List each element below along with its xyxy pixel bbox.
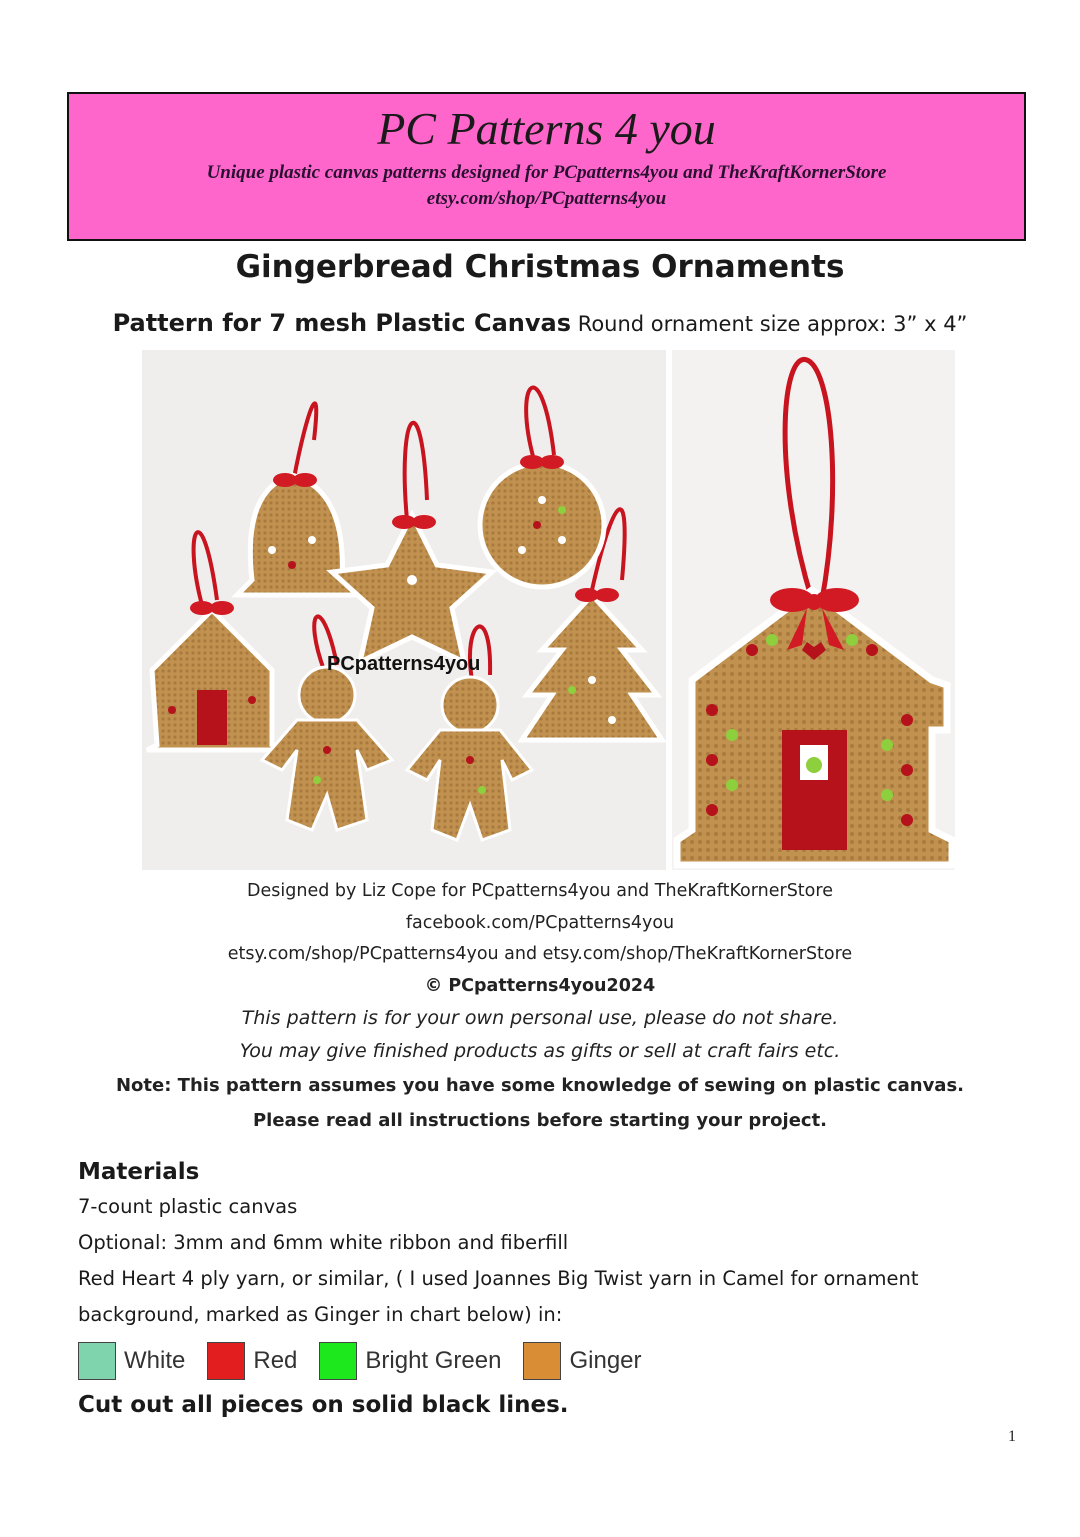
materials-item: Optional: 3mm and 6mm white ribbon and fiberfill — [78, 1231, 569, 1254]
swatch-box — [207, 1342, 245, 1380]
color-key — [78, 1339, 998, 1383]
designer-credit: Designed by Liz Cope for PCpatterns4you and TheKraftKornerStore — [247, 881, 833, 901]
swatch-label: White — [124, 1347, 186, 1374]
subtitle-pattern-type: Pattern for 7 mesh Plastic Canvas — [112, 309, 571, 337]
swatch-box — [78, 1342, 116, 1380]
swatch-label: Red — [253, 1347, 298, 1374]
brand-title: PC Patterns 4 you — [377, 103, 716, 154]
materials-section — [78, 1155, 998, 1423]
color-swatch-ginger — [523, 1342, 641, 1380]
cut-instruction: Cut out all pieces on solid black lines. — [78, 1392, 569, 1418]
subtitle-size: Round ornament size approx: 3” x 4” — [577, 312, 968, 336]
swatch-label: Ginger — [569, 1347, 642, 1374]
materials-item: 7-count plastic canvas — [78, 1195, 298, 1218]
usage-note-2: You may give finished products as gifts or sell at craft fairs etc. — [239, 1040, 841, 1062]
knowledge-note: Note: This pattern assumes you have some knowledge of sewing on plastic canvas. — [115, 1075, 965, 1096]
ornaments-group-photo — [142, 350, 666, 870]
facebook-link: facebook.com/PCpatterns4you — [405, 912, 675, 933]
brand-url: etsy.com/shop/PCpatterns4you — [426, 188, 667, 209]
color-swatch-red — [207, 1342, 297, 1380]
photo-watermark: PCpatterns4you — [327, 653, 481, 675]
page-title: Gingerbread Christmas Ornaments — [235, 249, 845, 285]
usage-note-1: This pattern is for your own personal use, please do not share. — [241, 1007, 839, 1029]
read-instructions-note: Please read all instructions before starting your project. — [252, 1110, 828, 1131]
materials-item: Red Heart 4 ply yarn, or similar, ( I used Joannes Big Twist yarn in Camel for ornament background, marked as Ginger in chart below) in: — [78, 1267, 919, 1326]
etsy-links: etsy.com/shop/PCpatterns4you and etsy.com/shop/TheKraftKornerStore — [227, 944, 853, 964]
copyright: © PCpatterns4you2024 — [424, 975, 656, 996]
color-swatch-bright-green — [319, 1342, 501, 1380]
swatch-label: Bright Green — [365, 1347, 502, 1374]
color-swatch-white — [78, 1342, 185, 1380]
brand-tagline: Unique plastic canvas patterns designed for PCpatterns4you and TheKraftKornerStore — [206, 162, 887, 183]
page-subtitle — [0, 309, 1080, 337]
swatch-box — [319, 1342, 357, 1380]
page-number: 1 — [1008, 1428, 1016, 1445]
gingerbread-house-photo — [672, 350, 955, 870]
swatch-box — [523, 1342, 561, 1380]
materials-heading: Materials — [78, 1159, 200, 1185]
credits-block — [0, 876, 1080, 1138]
header-banner — [67, 92, 1026, 241]
